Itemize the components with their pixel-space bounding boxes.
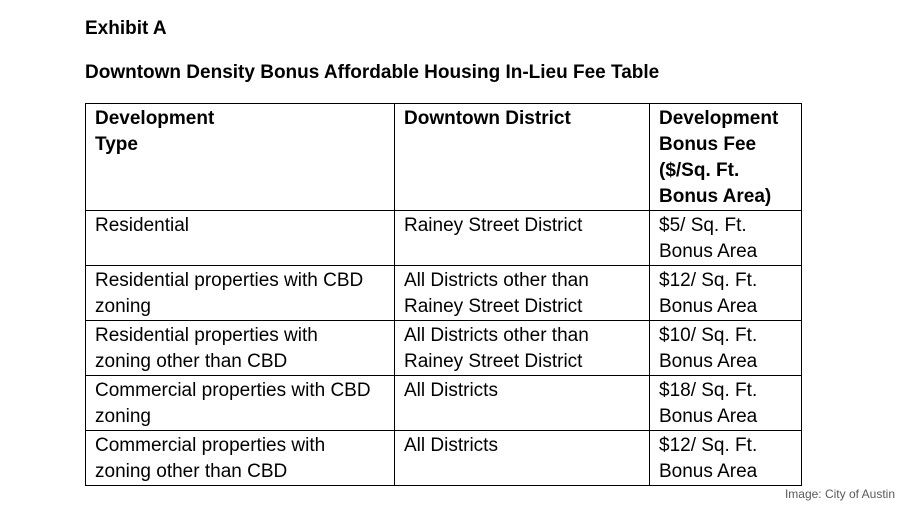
cell-text-line: zoning other than CBD bbox=[95, 461, 288, 482]
cell-text-line: Bonus Area bbox=[659, 406, 758, 427]
header-text-line: Type bbox=[95, 134, 138, 155]
cell-text-line: Rainey Street District bbox=[404, 351, 583, 372]
cell-fee bbox=[650, 431, 802, 486]
cell-text-line: zoning bbox=[95, 406, 151, 427]
cell-development-type bbox=[86, 321, 395, 376]
cell-fee bbox=[650, 321, 802, 376]
cell-text-line: $5/ Sq. Ft. bbox=[659, 215, 747, 236]
cell-text-line: $10/ Sq. Ft. bbox=[659, 325, 758, 346]
table-row bbox=[86, 211, 802, 266]
cell-text-line: Commercial properties with CBD bbox=[95, 380, 371, 401]
cell-development-type bbox=[86, 376, 395, 431]
cell-text-line: Bonus Area bbox=[659, 461, 758, 482]
cell-text-line: Bonus Area bbox=[659, 351, 758, 372]
cell-development-type bbox=[86, 211, 395, 266]
header-text-line: Downtown District bbox=[404, 108, 571, 129]
cell-text-line: zoning other than CBD bbox=[95, 351, 288, 372]
image-credit: Image: City of Austin bbox=[784, 487, 895, 501]
cell-text-line: $18/ Sq. Ft. bbox=[659, 380, 758, 401]
header-text-line: Bonus Fee bbox=[659, 134, 757, 155]
cell-district bbox=[395, 211, 650, 266]
table-row bbox=[86, 376, 802, 431]
cell-fee bbox=[650, 376, 802, 431]
cell-text-line: Rainey Street District bbox=[404, 296, 583, 317]
cell-text-line: All Districts bbox=[404, 435, 498, 456]
cell-text-line: All Districts bbox=[404, 380, 498, 401]
header-development-type bbox=[86, 104, 395, 211]
table-row bbox=[86, 431, 802, 486]
table-row bbox=[86, 266, 802, 321]
cell-text-line: Commercial properties with bbox=[95, 435, 326, 456]
cell-district bbox=[395, 376, 650, 431]
cell-text-line: Residential bbox=[95, 215, 189, 236]
cell-development-type bbox=[86, 266, 395, 321]
header-text-line: Development bbox=[95, 108, 215, 129]
fee-table bbox=[85, 103, 802, 486]
header-downtown-district bbox=[395, 104, 650, 211]
exhibit-title: Exhibit A bbox=[85, 18, 167, 39]
cell-district bbox=[395, 431, 650, 486]
header-text-line: Development bbox=[659, 108, 779, 129]
cell-text-line: $12/ Sq. Ft. bbox=[659, 270, 758, 291]
cell-district bbox=[395, 266, 650, 321]
cell-text-line: All Districts other than bbox=[404, 270, 589, 291]
table-title: Downtown Density Bonus Affordable Housing In-Lieu Fee Table bbox=[85, 62, 660, 83]
header-text-line: Bonus Area) bbox=[659, 186, 772, 207]
table-header-row bbox=[86, 104, 802, 211]
cell-development-type bbox=[86, 431, 395, 486]
table-row bbox=[86, 321, 802, 376]
cell-district bbox=[395, 321, 650, 376]
cell-fee bbox=[650, 211, 802, 266]
cell-text-line: $12/ Sq. Ft. bbox=[659, 435, 758, 456]
header-bonus-fee bbox=[650, 104, 802, 211]
cell-text-line: Residential properties with CBD bbox=[95, 270, 364, 291]
cell-text-line: Bonus Area bbox=[659, 296, 758, 317]
cell-text-line: zoning bbox=[95, 296, 151, 317]
cell-text-line: Bonus Area bbox=[659, 241, 758, 262]
cell-text-line: Rainey Street District bbox=[404, 215, 583, 236]
header-text-line: ($/Sq. Ft. bbox=[659, 160, 740, 181]
cell-text-line: Residential properties with bbox=[95, 325, 318, 346]
cell-text-line: All Districts other than bbox=[404, 325, 589, 346]
cell-fee bbox=[650, 266, 802, 321]
